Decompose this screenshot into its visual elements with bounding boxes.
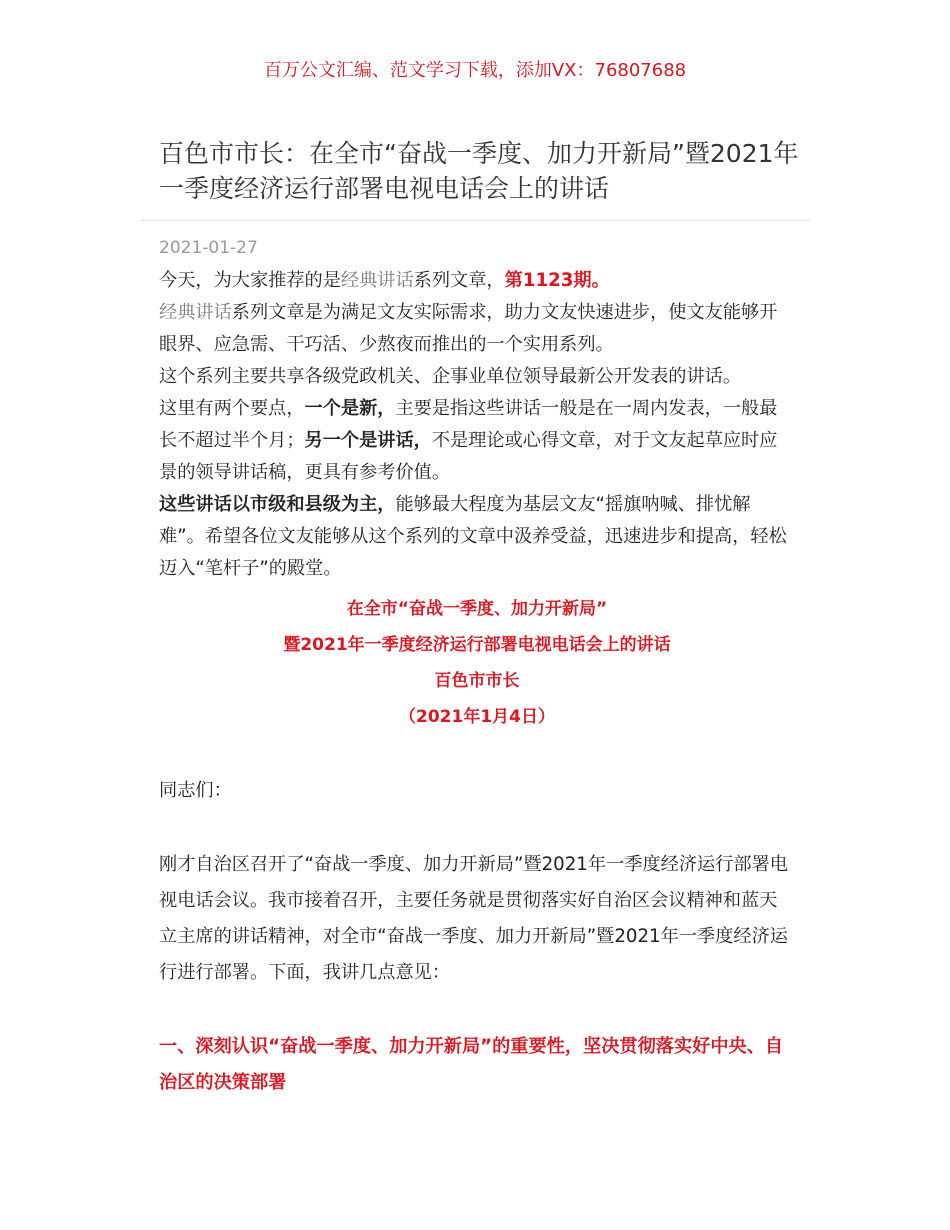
speech-title-line-2: 暨2021年一季度经济运行部署电视电话会上的讲话 <box>283 635 671 655</box>
publish-date: 2021-01-27 <box>159 238 258 258</box>
bold-text: 这些讲话以市级和县级为主， <box>159 494 396 515</box>
speech-paragraph-1: 刚才自治区召开了“奋战一季度、加力开新局”暨2021年一季度经济运行部署电视电话会议。我市接着召开，主要任务就是贯彻落实好自治区会议精神和蓝天立主席的讲话精神，对全市“奋战一季度、加力开新局”暨2021年一季度经济运行进行部署。下面，我讲几点意见： <box>159 854 788 983</box>
intro-paragraph-5 <box>159 489 795 585</box>
speech-date: （2021年1月4日） <box>399 707 555 727</box>
text: 系列文章， <box>413 270 505 291</box>
speech-speaker: 百色市市长 <box>434 671 520 691</box>
intro-paragraph-1 <box>159 265 795 297</box>
series-name: 经典讲话 <box>159 302 232 323</box>
text: 系列文章是为满足文友实际需求，助力文友快速进步，使文友能够开眼界、应急需、干巧活、少熬夜而推出的一个实用系列。 <box>159 302 778 355</box>
greeting: 同志们： <box>159 780 232 801</box>
intro-paragraph-2 <box>159 297 795 361</box>
text: 今天，为大家推荐的是 <box>159 270 341 291</box>
series-name: 经典讲话 <box>340 270 414 291</box>
intro-paragraph-3: 这个系列主要共享各级党政机关、企事业单位领导最新公开发表的讲话。 <box>159 366 742 387</box>
speech-title-line-1: 在全市“奋战一季度、加力开新局” <box>346 599 608 619</box>
title-divider <box>140 220 810 221</box>
intro-paragraph-4 <box>159 393 795 489</box>
text: 这里有两个要点， <box>159 398 305 419</box>
article-body <box>159 265 795 1101</box>
issue-number: 第1123期。 <box>504 270 610 291</box>
bold-text: 一个是新， <box>304 398 396 419</box>
article-title: 百色市市长：在全市“奋战一季度、加力开新局”暨2021年一季度经济运行部署电视电话会上的讲话 <box>159 139 799 203</box>
text: 不是理论或心得文章，对于文友起草应时应景的领导讲话稿，更具有参考价值。 <box>159 430 778 483</box>
promo-banner: 百万公文汇编、范文学习下载，添加VX：76807688 <box>263 60 687 81</box>
text: 主要是指这些讲话一般是在一周内发表，一般最长不超过半个月； <box>159 398 778 451</box>
bold-text: 另一个是讲话， <box>304 430 432 451</box>
section-heading-1: 一、深刻认识“奋战一季度、加力开新局”的重要性，坚决贯彻落实好中央、自治区的决策部署 <box>159 1036 784 1093</box>
text: 能够最大程度为基层文友“摇旗呐喊、排忧解难”。希望各位文友能够从这个系列的文章中汲养受益，迅速进步和提高，轻松迈入“笔杆子”的殿堂。 <box>159 494 787 579</box>
